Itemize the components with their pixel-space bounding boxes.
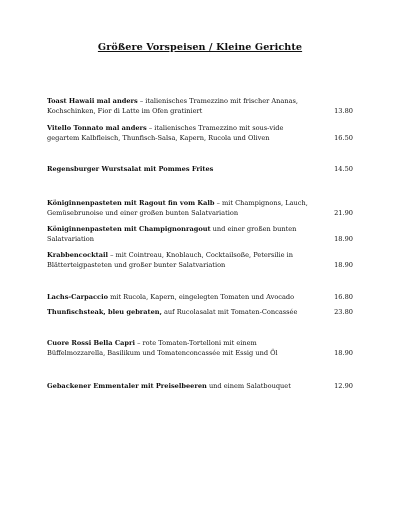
menu-item-description: und einer großen bunten Salatvariation [47, 225, 297, 243]
menu-item-price: 18.90 [334, 235, 353, 243]
menu-item-price: 21.90 [334, 209, 353, 217]
menu-item-name: Toast Hawaii mal anders [47, 97, 138, 105]
menu-item-name: Königinnenpasteten mit Ragout fin vom Kalb [47, 199, 215, 207]
menu-item-name: Krabbencocktail [47, 251, 109, 259]
menu-section-title: Größere Vorspeisen / Kleine Gerichte [97, 42, 303, 53]
menu-item [47, 250, 353, 270]
menu-item-description: – italienisches Tramezzino mit frischer Ananas, Kochschinken, Fior di Latte im Ofen gratiniert [47, 97, 298, 115]
menu-item [47, 198, 353, 218]
menu-item-name: Lachs-Carpaccio [47, 293, 108, 301]
menu-item-text [47, 164, 315, 174]
menu-item-text [47, 123, 315, 143]
menu-item [47, 96, 353, 116]
menu-item-price: 13.80 [334, 107, 353, 115]
menu-item [47, 292, 353, 302]
menu-item-description: – mit Cointreau, Knoblauch, Cocktailsoße, Petersilie in Blätterteigpasteten und großer bunter Salatvariation [47, 251, 294, 269]
menu-item-description: und einem Salatbouquet [206, 382, 291, 390]
menu-item-text [47, 198, 315, 218]
menu-item-description: – rote Tomaten-Tortelloni mit einem Büffelmozzarella, Basilikum und Tomatenconcassée mit Essig und Öl [47, 339, 278, 357]
menu-item-text [47, 338, 315, 358]
menu-item-price: 18.90 [334, 349, 353, 357]
menu-item-description: – mit Champignons, Lauch, Gemüsebrunoise und einer großen bunten Salatvariation [47, 199, 308, 217]
menu-item-name: Königinnenpasteten mit Champignonragout [47, 225, 211, 233]
menu-item [47, 338, 353, 358]
menu-item-description: – italienisches Tramezzino mit sous-vide gegartem Kalbfleisch, Thunfisch-Salsa, Kapern, Rucola und Oliven [47, 124, 284, 142]
menu-item-price: 23.80 [334, 308, 353, 316]
menu-item-description: mit Rucola, Kapern, eingelegten Tomaten und Avocado [107, 293, 295, 301]
menu-item-text [47, 292, 315, 302]
menu-item-text [47, 96, 315, 116]
menu-item-name: Vitello Tonnato mal anders [47, 124, 147, 132]
menu-item [47, 381, 353, 391]
menu-item-price: 12.90 [334, 382, 353, 390]
menu-item [47, 224, 353, 244]
menu-item-price: 16.50 [334, 134, 353, 142]
menu-item-name: Regensburger Wurstsalat mit Pommes Frites [47, 165, 214, 173]
menu-item-name: Thunfischsteak, bleu gebraten, [47, 308, 162, 316]
menu-item [47, 307, 353, 317]
menu-item-text [47, 381, 315, 391]
menu-item-price: 14.50 [334, 165, 353, 173]
menu-item-name: Gebackener Emmentaler mit Preiselbeeren [47, 382, 207, 390]
menu-item-name: Cuore Rossi Bella Capri [47, 339, 135, 347]
menu-item [47, 123, 353, 143]
menu-item-text [47, 250, 315, 270]
menu-item-text [47, 307, 315, 317]
menu-item-price: 18.90 [334, 261, 353, 269]
menu-item-description: auf Rucolasalat mit Tomaten-Concassée [161, 308, 298, 316]
menu-item-price: 16.80 [334, 293, 353, 301]
menu-item-text [47, 224, 315, 244]
menu-item [47, 164, 353, 174]
